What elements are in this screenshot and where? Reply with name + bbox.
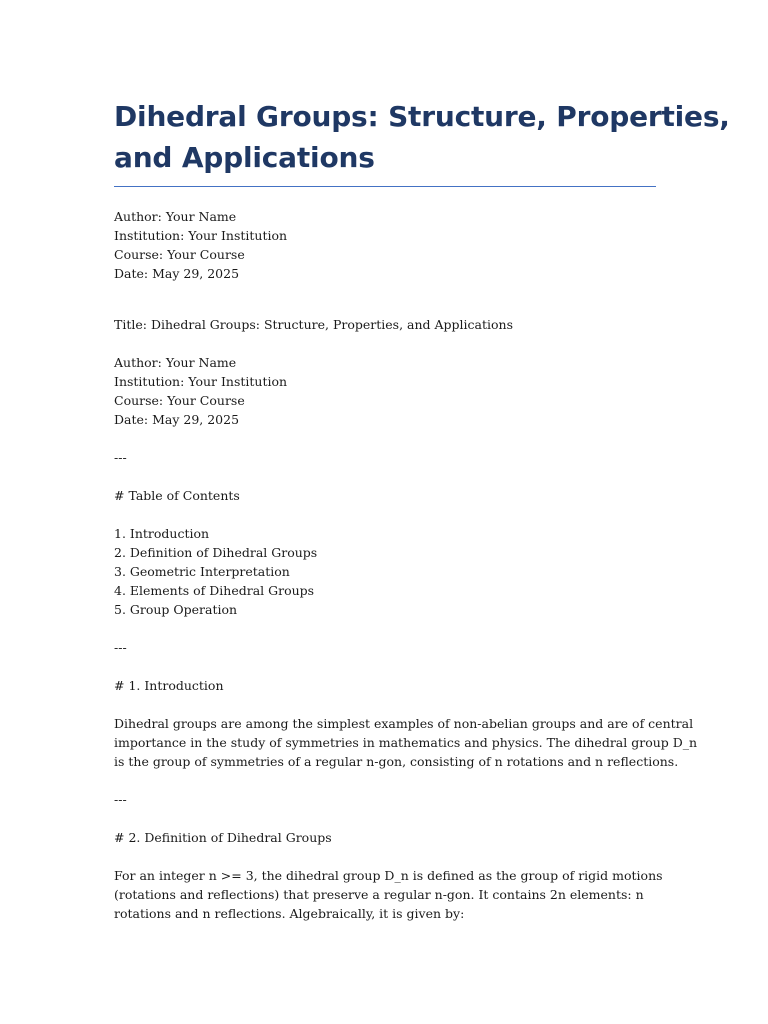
meta-course: Course: Your Course (114, 247, 245, 262)
definition-heading: # 2. Definition of Dihedral Groups (114, 830, 332, 845)
intro-paragraph (114, 714, 698, 771)
separator-2: --- (114, 640, 127, 655)
header-meta-block (114, 207, 656, 283)
meta-author: Author: Your Name (114, 209, 237, 224)
separator-1: --- (114, 450, 127, 465)
intro-line: importance in the study of symmetries in mathematics and physics. The dihedral group D_n (114, 735, 698, 750)
meta-institution: Institution: Your Institution (114, 228, 288, 243)
meta-date: Date: May 29, 2025 (114, 266, 240, 281)
title-line-1: Dihedral Groups: Structure, Properties, (114, 100, 730, 133)
toc-item: 5. Group Operation (114, 602, 238, 617)
body-meta-date: Date: May 29, 2025 (114, 412, 240, 427)
toc-item: 4. Elements of Dihedral Groups (114, 583, 315, 598)
definition-line: For an integer n >= 3, the dihedral group D_n is defined as the group of rigid motions (114, 868, 663, 883)
title-line-2: and Applications (114, 141, 375, 174)
toc-item: 1. Introduction (114, 526, 210, 541)
toc-heading: # Table of Contents (114, 488, 240, 503)
toc-item: 3. Geometric Interpretation (114, 564, 290, 579)
document-title (114, 96, 730, 187)
definition-paragraph (114, 866, 663, 923)
title-paragraph: Title: Dihedral Groups: Structure, Properties, and Applications (114, 317, 513, 332)
intro-line: Dihedral groups are among the simplest examples of non-abelian groups and are of central (114, 716, 694, 731)
intro-line: is the group of symmetries of a regular n-gon, consisting of n rotations and n reflections. (114, 754, 679, 769)
definition-line: (rotations and reflections) that preserve a regular n-gon. It contains 2n elements: n (114, 887, 644, 902)
body-meta-author: Author: Your Name (114, 355, 237, 370)
intro-heading: # 1. Introduction (114, 678, 224, 693)
body-meta-institution: Institution: Your Institution (114, 374, 288, 389)
separator-3: --- (114, 792, 127, 807)
toc-list (114, 524, 656, 619)
toc-item: 2. Definition of Dihedral Groups (114, 545, 318, 560)
body-meta-course: Course: Your Course (114, 393, 245, 408)
document-page (114, 96, 730, 923)
definition-line: rotations and n reflections. Algebraically, it is given by: (114, 906, 465, 921)
body-meta-block (114, 353, 656, 429)
